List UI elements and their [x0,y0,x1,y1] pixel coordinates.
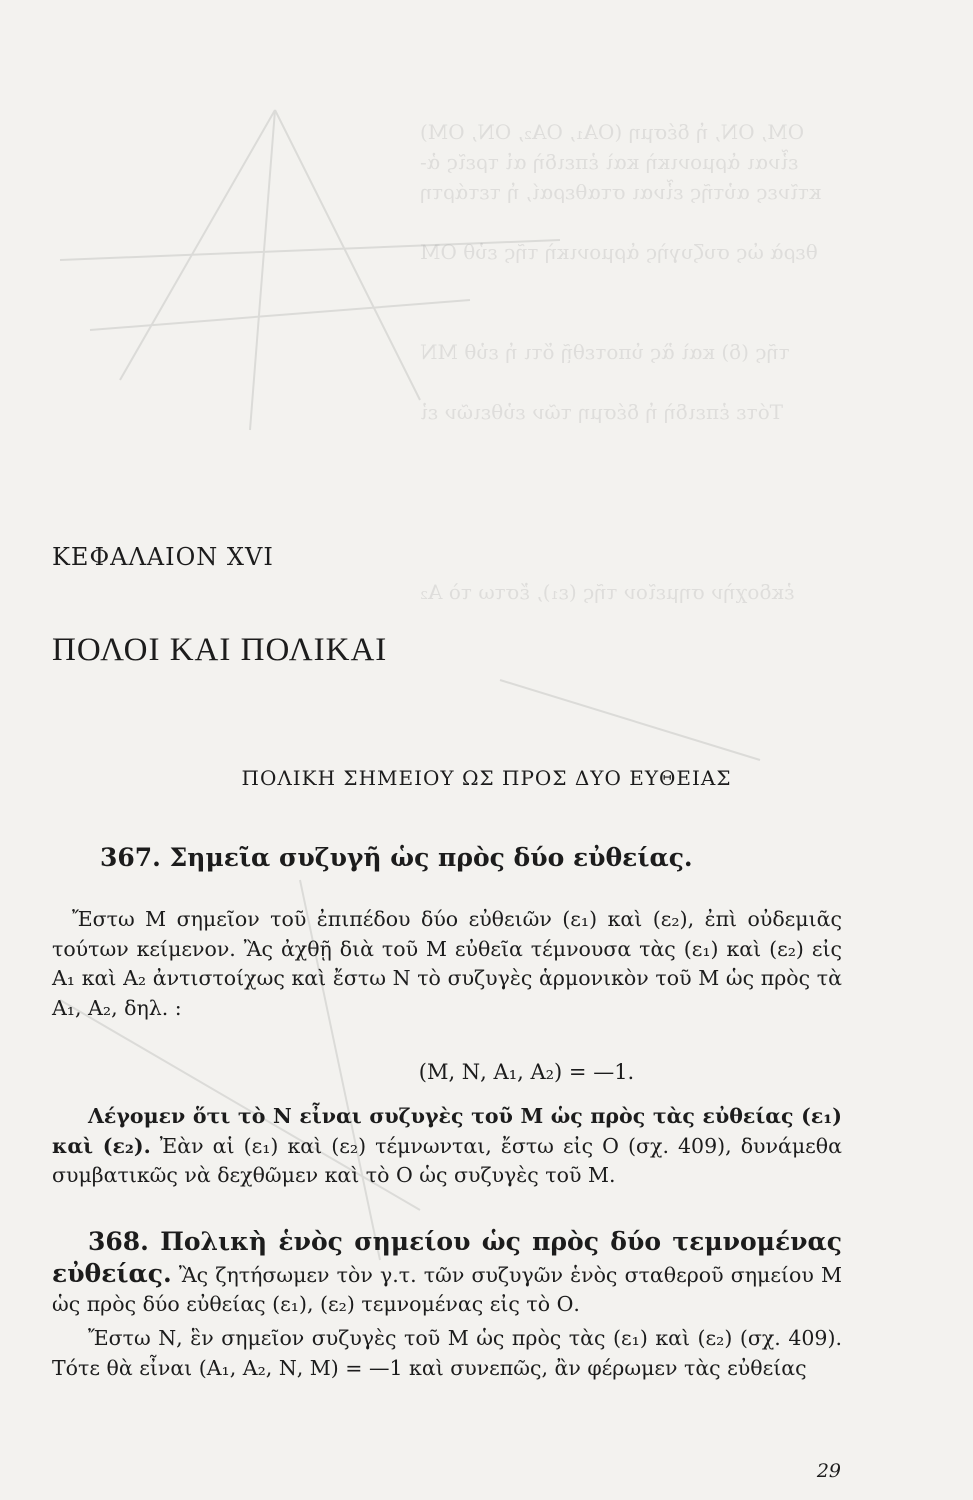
continuation-text: Ἐὰν αἱ (ε₁) καὶ (ε₂) τέμνωνται, ἔστω εἰς Ο (σχ. 409), δυνάμεθα συμβατικῶς νὰ δεχθῶμεν καὶ τὸ Ο ὡς συζυγὲς τοῦ Μ. [52,1133,842,1187]
article-368-body: Ἂς ζητήσωμεν τὸν γ.τ. τῶν συζυγῶν ἑνὸς σταθεροῦ σημείου Μ ὡς πρὸς δύο εὐθείας (ε₁), (ε₂) τεμνομένας εἰς τὸ Ο. [52,1262,842,1316]
article-367-body: Ἔστω Μ σημεῖον τοῦ ἐπιπέδου δύο εὐθειῶν (ε₁) καὶ (ε₂), ἐπὶ οὐδεμιᾶς τούτων κείμενον. Ἂς ἀχθῇ διὰ τοῦ Μ εὐθεῖα τέμνουσα τὰς (ε₁) καὶ (ε₂) εἰς Α₁ καὶ Α₂ ἀντιστοίχως καὶ ἔστω Ν τὸ συζυγὲς ἁρμονικὸν τοῦ Μ ὡς πρὸς τὰ Α₁, Α₂, δηλ. : [52,907,842,1020]
article-367-definition [52,1102,842,1191]
article-367-title [52,843,842,875]
part-title: ΠΟΛΟΙ ΚΑΙ ΠΟΛΙΚΑΙ [52,632,388,668]
chapter-label: ΚΕΦΑΛΑΙΟΝ XVI [52,543,274,571]
definition-text: Λέγομεν ὅτι τὸ Ν εἶναι συζυγὲς τοῦ Μ ὡς πρὸς τὰς εὐθείας (ε₁) καὶ (ε₂). [52,1104,842,1158]
article-title: 367. Σημεῖα συζυγῆ ὡς πρὸς δύο εὐθείας. [100,843,693,872]
article-368 [52,1227,842,1320]
bleed-through-text: ΟΜ, ΟΝ, ἡ δέσμη (ΟΑ₁, ΟΑ₂, ΟΝ, ΟΜ) εἶναι ἁρμονικὴ καὶ ἐπειδὴ αἱ τρεῖς ἀ- κτῖνες αὐτῆς εἶναι σταθεραί, ἡ τετάρτη θερὰ ὡς συζυγὴς ἁρμονικὴ τῆς εὐθ ΟΜ τῆς (δ) καὶ ἂς ὑποτεθῇ ὅτι ἡ εὐθ ΜΝ Τότε ἐπειδὴ ἡ δέσμη τῶν εὐθειῶν εἰ ἐκδοχὴν σημεῖον τῆς (ε₁), ἔστω τὸ Α₂ [420,120,822,604]
article-368-title: 368. Πολικὴ ἑνὸς σημείου ὡς πρὸς δύο τεμνομένας εὐθείας. [52,1227,842,1288]
page-number: 29 [816,1460,841,1482]
article-368-body2: Ἔστω Ν, ἓν σημεῖον συζυγὲς τοῦ Μ ὡς πρὸς τὰς (ε₁) καὶ (ε₂) (σχ. 409). Τότε θὰ εἶναι (Α₁, Α₂, Ν, Μ) = —1 καὶ συνεπῶς, ἂν φέρωμεν τὰς εὐθείας [52,1326,842,1380]
section-heading: ΠΟΛΙΚΗ ΣΗΜΕΙΟΥ ΩΣ ΠΡΟΣ ΔΥΟ ΕΥΘΕΙΑΣ [241,766,732,790]
harmonic-formula: (Μ, Ν, Α₁, Α₂) = —1. [418,1060,635,1084]
